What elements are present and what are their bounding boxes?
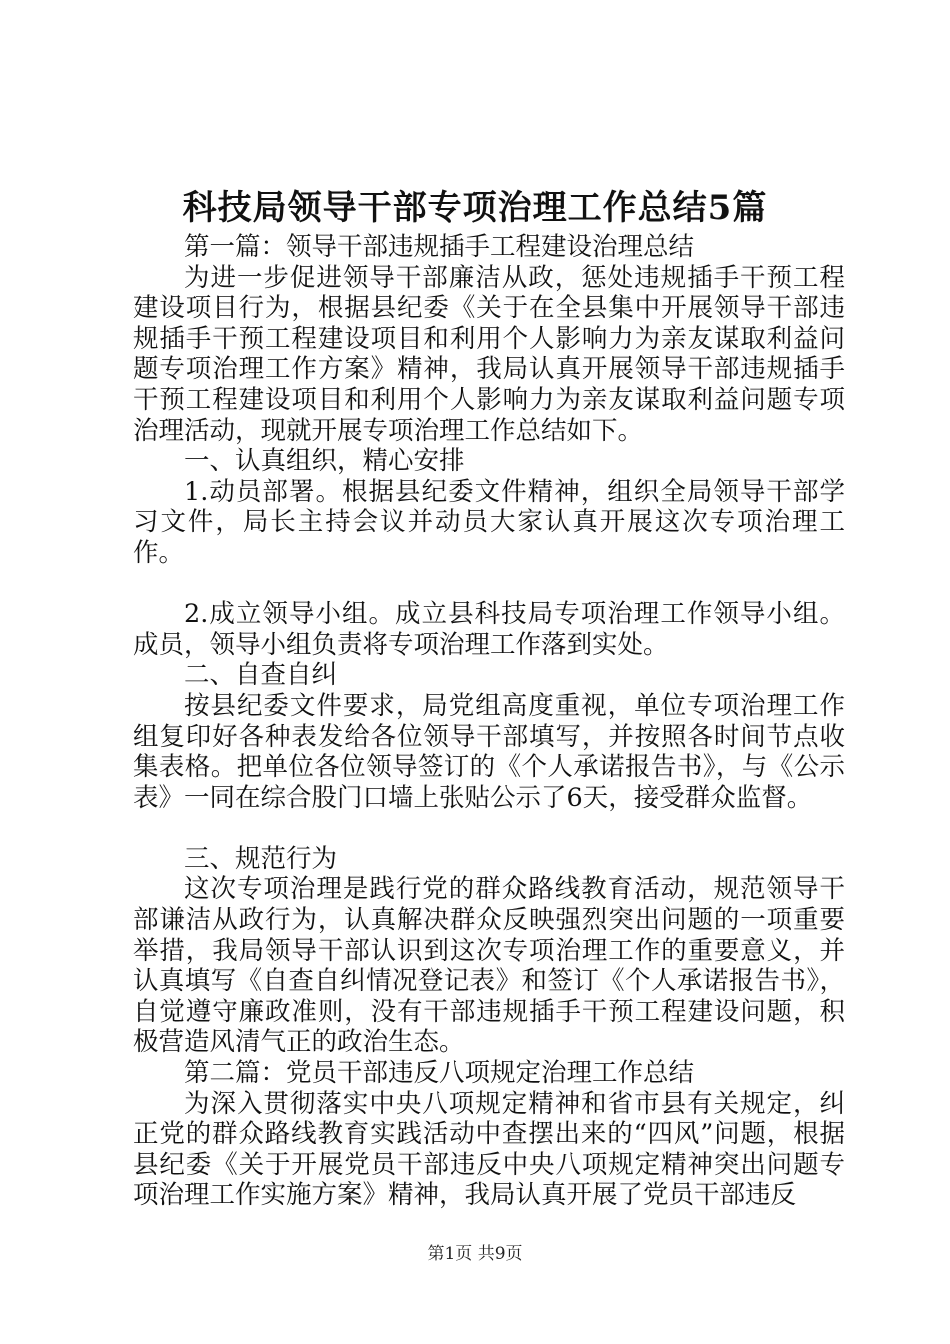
document-body — [133, 232, 845, 1211]
body-paragraph: 这次专项治理是践行党的群众路线教育活动，规范领导干部谦洁从政行为，认真解决群众反映强烈突出问题的一项重要举措，我局领导干部认识到这次专项治理工作的重要意义，并认真填写《自查自纠情况登记表》和签订《个人承诺报告书》，自觉遵守廉政准则，没有干部违规插手干预工程建设问题，积极营造风清气正的政治生态。 — [133, 874, 845, 1058]
document-title: 科技局领导干部专项治理工作总结5篇 — [182, 188, 768, 228]
body-paragraph: 按县纪委文件要求，局党组高度重视，单位专项治理工作组复印好各种表发给各位领导干部填写，并按照各时间节点收集表格。把单位各位领导签订的《个人承诺报告书》，与《公示表》一同在综合股门口墙上张贴公示了6天，接受群众监督。 — [133, 690, 845, 813]
paragraph-spacer — [133, 813, 845, 844]
paragraph-spacer — [133, 569, 845, 600]
body-paragraph: 为深入贯彻落实中央八项规定精神和省市县有关规定，纠正党的群众路线教育实践活动中查摆出来的“四风”问题，根据县纪委《关于开展党员干部违反中央八项规定精神突出问题专项治理工作实施方案》精神，我局认真开展了党员干部违反 — [133, 1088, 845, 1211]
section-heading: 一、认真组织，精心安排 — [184, 446, 465, 477]
section-heading: 三、规范行为 — [184, 843, 338, 874]
section-heading-part-one: 第一篇：领导干部违规插手工程建设治理总结 — [184, 232, 695, 262]
section-heading: 二、自查自纠 — [184, 660, 338, 691]
body-paragraph: 1.动员部署。根据县纪委文件精神，组织全局领导干部学习文件，局长主持会议并动员大家认真开展这次专项治理工作。 — [133, 476, 845, 568]
section-heading-part-two: 第二篇：党员干部违反八项规定治理工作总结 — [184, 1058, 695, 1089]
body-paragraph: 2.成立领导小组。成立县科技局专项治理工作领导小组。成员，领导小组负责将专项治理工作落到实处。 — [133, 599, 845, 660]
page-footer: 第1页 共9页 — [427, 1244, 523, 1264]
body-paragraph: 为进一步促进领导干部廉洁从政，惩处违规插手干预工程建设项目行为，根据县纪委《关于在全县集中开展领导干部违规插手干预工程建设项目和利用个人影响力为亲友谋取利益问题专项治理工作方案》精神，我局认真开展领导干部违规插手干预工程建设项目和利用个人影响力为亲友谋取利益问题专项治理活动，现就开展专项治理工作总结如下。 — [133, 262, 845, 446]
